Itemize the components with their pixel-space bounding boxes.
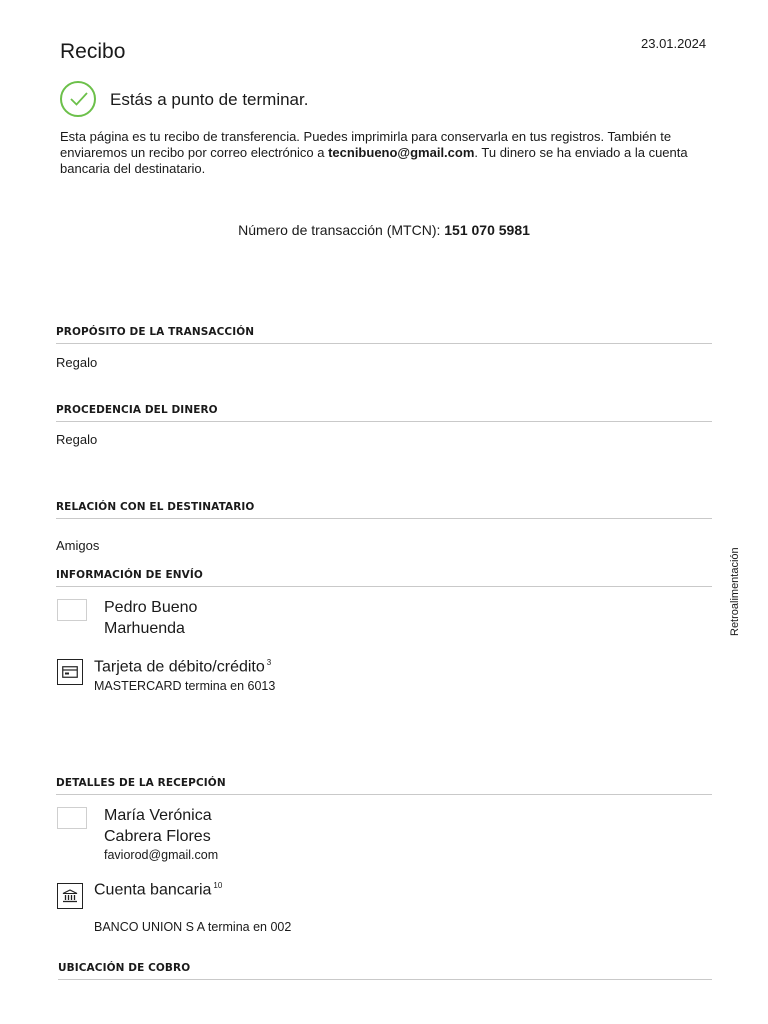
receiver-section-label: DETALLES DE LA RECEPCIÓN <box>56 777 712 795</box>
mtcn-value: 151 070 5981 <box>444 222 530 238</box>
success-check-icon <box>60 81 96 117</box>
sender-method-label: Tarjeta de débito/crédito <box>94 658 265 676</box>
sender-method-detail: MASTERCARD termina en 6013 <box>94 679 276 693</box>
purpose-label: PROPÓSITO DE LA TRANSACCIÓN <box>56 326 712 344</box>
transaction-number <box>0 222 768 238</box>
source-value: Regalo <box>56 432 98 447</box>
status-message: Estás a punto de terminar. <box>110 90 309 109</box>
bank-icon <box>57 883 83 909</box>
receiver-name-line2: Cabrera Flores <box>104 828 211 845</box>
sender-payment-method <box>94 658 271 676</box>
sender-name-line2: Marhuenda <box>104 620 185 637</box>
receipt-date: 23.01.2024 <box>641 36 707 51</box>
feedback-tab[interactable]: Retroalimentación <box>729 547 741 636</box>
sender-name-line1: Pedro Bueno <box>104 599 198 616</box>
purpose-value: Regalo <box>56 355 98 370</box>
receiver-email: faviorod@gmail.com <box>104 848 219 862</box>
receiver-method-detail: BANCO UNION S A termina en 002 <box>94 920 292 934</box>
intro-text-before: Esta página es tu recibo de transferencia. Puedes imprimirla para conservarla en tus registros. También te enviaremos un recibo por correo electrónico a <box>60 129 672 160</box>
receiver-avatar <box>57 807 87 829</box>
receiver-method-label: Cuenta bancaria <box>94 881 212 899</box>
mtcn-label: Número de transacción (MTCN): <box>238 222 445 238</box>
credit-card-icon <box>57 659 83 685</box>
intro-paragraph <box>60 129 720 177</box>
relation-value: Amigos <box>56 538 100 553</box>
intro-text-after: . Tu dinero se ha enviado a la cuenta bancaria del destinatario. <box>60 145 688 176</box>
receiver-payout-method <box>94 881 222 899</box>
relation-label: RELACIÓN CON EL DESTINATARIO <box>56 501 712 519</box>
receiver-name-line1: María Verónica <box>104 807 212 824</box>
page-title: Recibo <box>60 40 126 63</box>
sender-section-label: INFORMACIÓN DE ENVÍO <box>56 569 712 587</box>
pickup-location-label: UBICACIÓN DE COBRO <box>58 962 712 980</box>
sender-email: tecnibueno@gmail.com <box>328 145 475 160</box>
sender-avatar <box>57 599 87 621</box>
sender-method-footnote: 3 <box>266 658 272 667</box>
source-label: PROCEDENCIA DEL DINERO <box>56 404 712 422</box>
receiver-method-footnote: 10 <box>213 881 223 890</box>
